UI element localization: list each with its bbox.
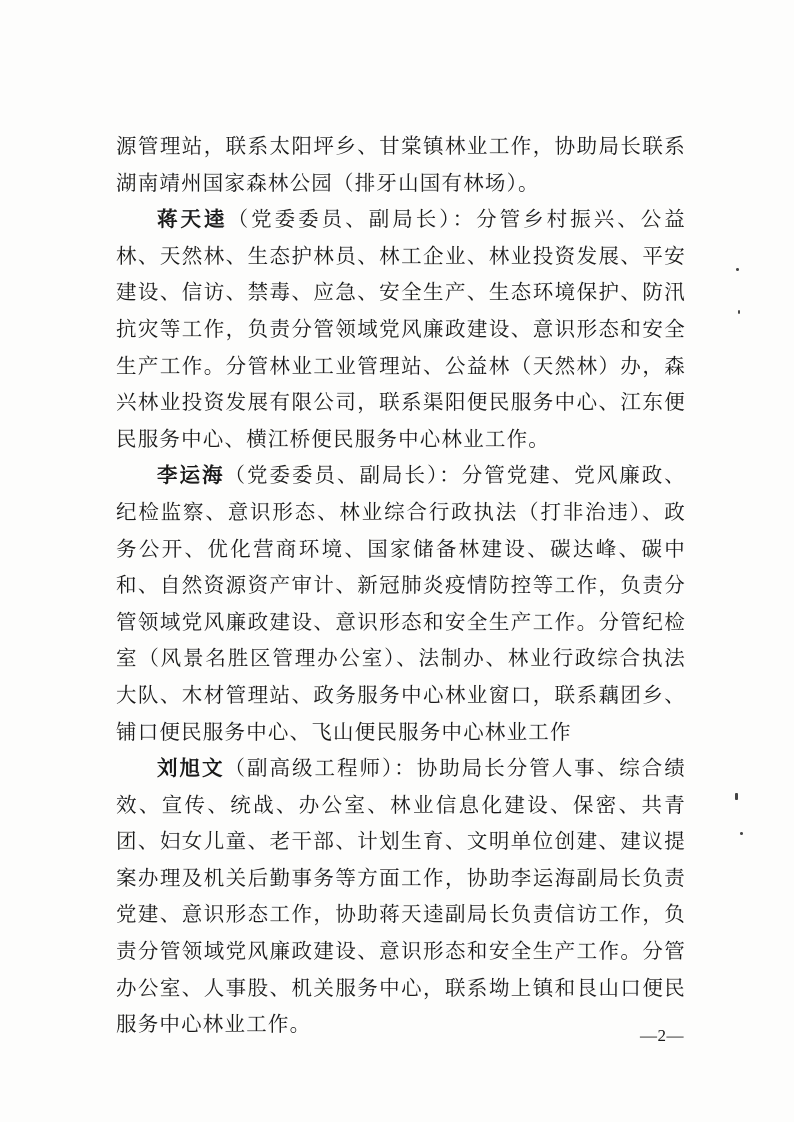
body-text — [116, 128, 686, 1043]
person-name: 刘旭文 — [157, 756, 225, 781]
paragraph-li-yunhai — [116, 457, 686, 750]
paragraph-liu-xuwen — [116, 750, 686, 1043]
paragraph-text: （党委委员、副局长）：分管乡村振兴、公益林、天然林、生态护林员、林工企业、林业投资发展、平安建设、信访、禁毒、应急、安全生产、生态环境保护、防汛抗灾等工作，负责分管领域党风廉政建设、意识形态和安全生产工作。分管林业工业管理站、公益林（天然林）办，森兴林业投资发展有限公司，联系渠阳便民服务中心、江东便民服务中心、横江桥便民服务中心林业工作。 — [116, 207, 686, 451]
scan-speck — [738, 310, 740, 314]
person-name: 李运海 — [157, 463, 225, 488]
page-number: —2— — [640, 1026, 684, 1045]
paragraph-text: （党委委员、副局长）：分管党建、党风廉政、纪检监察、意识形态、林业综合行政执法（打非治违）、政务公开、优化营商环境、国家储备林建设、碳达峰、碳中和、自然资源资产审计、新冠肺炎疫情防控等工作，负责分管领域党风廉政建设、意识形态和安全生产工作。分管纪检室（风景名胜区管理办公室）、法制办、林业行政综合执法大队、木材管理站、政务服务中心林业窗口，联系藕团乡、铺口便民服务中心、飞山便民服务中心林业工作 — [116, 463, 686, 744]
paragraph-text: （副高级工程师）：协助局长分管人事、综合绩效、宣传、统战、办公室、林业信息化建设、保密、共青团、妇女儿童、老干部、计划生育、文明单位创建、建议提案办理及机关后勤事务等方面工作，协助李运海副局长负责党建、意识形态工作，协助蒋天逵副局长负责信访工作，负责分管领域党风廉政建设、意识形态和安全生产工作。分管办公室、人事股、机关服务中心，联系坳上镇和艮山口便民服务中心林业工作。 — [116, 756, 686, 1037]
person-name: 蒋天逵 — [157, 207, 228, 232]
paragraph-jiang-tiankui — [116, 201, 686, 457]
paragraph-text: 源管理站，联系太阳坪乡、甘棠镇林业工作，协助局长联系湖南靖州国家森林公园（排牙山国有林场）。 — [116, 134, 686, 195]
paragraph-continuation — [116, 128, 686, 201]
scan-speck — [740, 832, 743, 835]
scan-speck — [736, 268, 739, 271]
scan-speck — [735, 793, 738, 800]
